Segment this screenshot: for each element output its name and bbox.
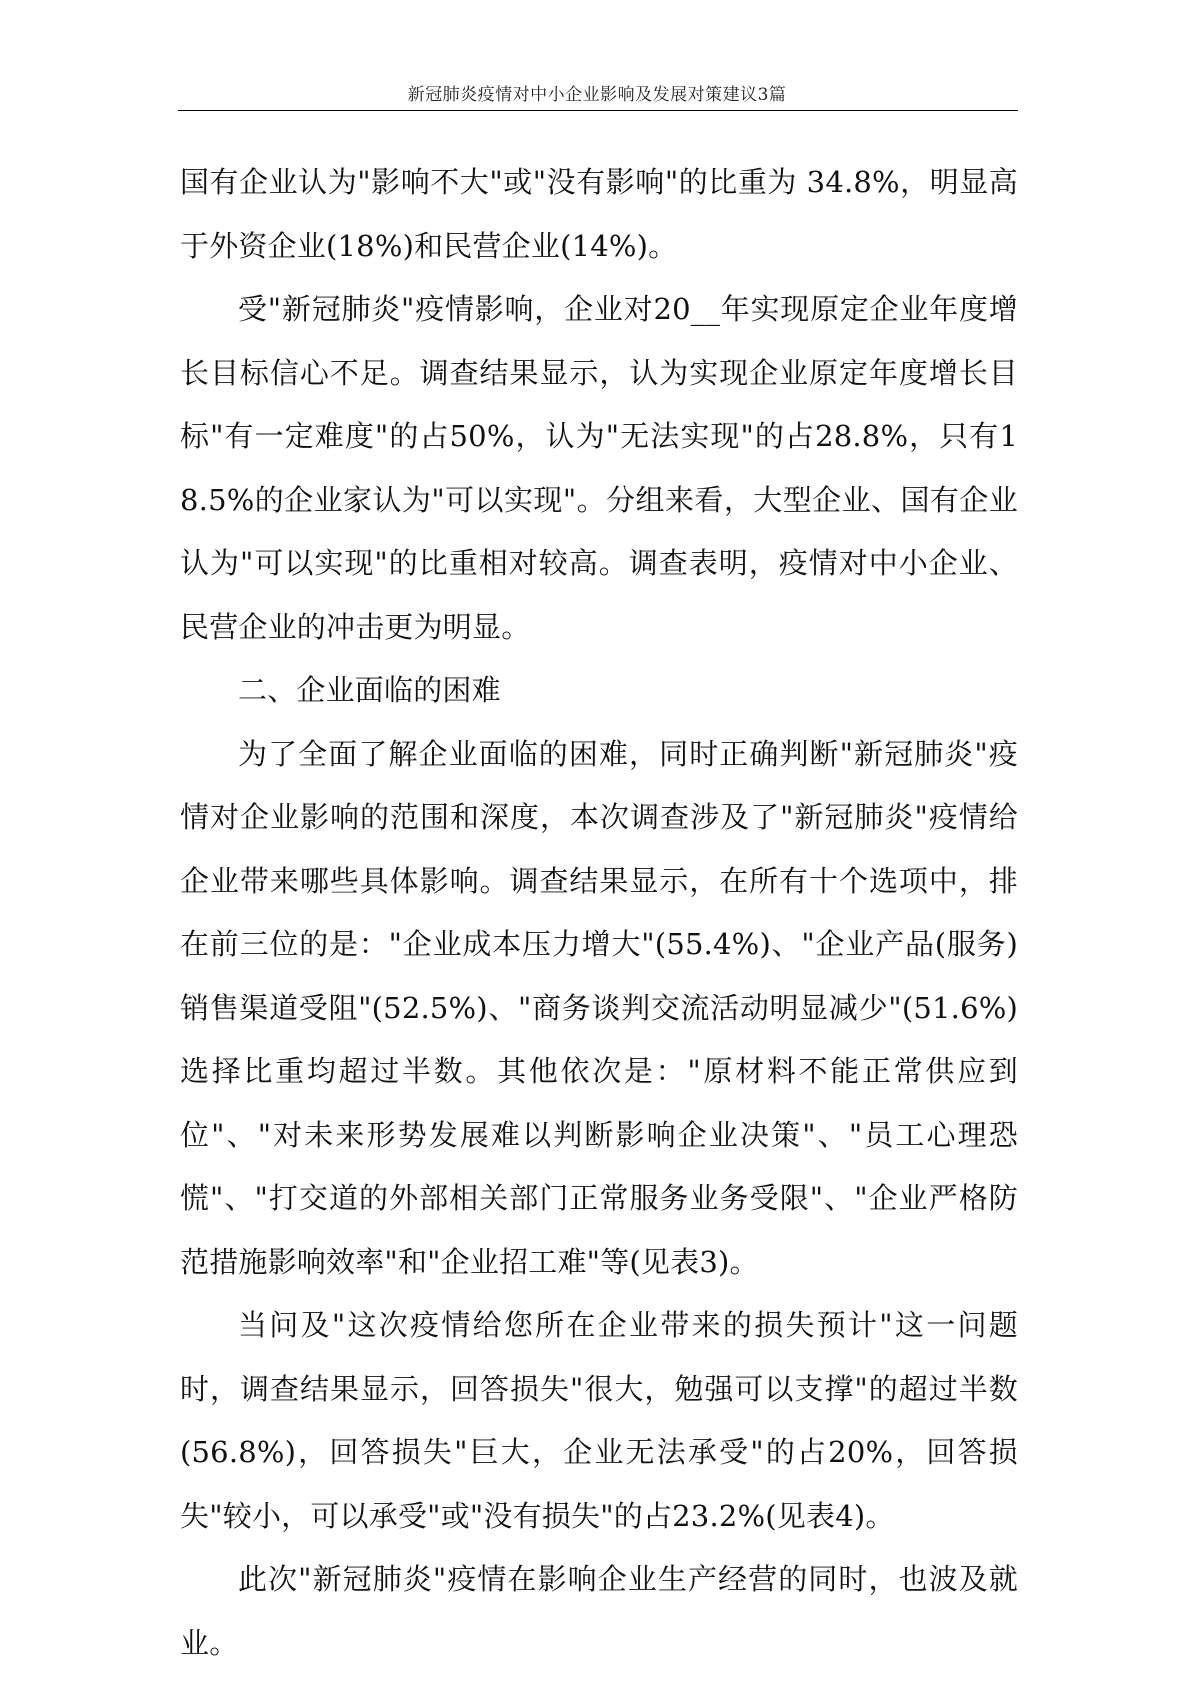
paragraph-ownership-impact: 国有企业认为"影响不大"或"没有影响"的比重为 34.8%，明显高于外资企业(18%)和民营企业(14%)。 [180,165,1018,263]
section-heading-difficulties: 二、企业面临的困难 [238,673,501,707]
paragraph-employment: 此次"新冠肺炎"疫情在影响企业生产经营的同时，也波及就业。 [180,1562,1018,1660]
paragraph-growth-confidence: 受"新冠肺炎"疫情影响，企业对20__年实现原定企业年度增长目标信心不足。调查结果显示，认为实现企业原定年度增长目标"有一定难度"的占50%，认为"无法实现"的占28.8%，只有18.5%的企业家认为"可以实现"。分组来看，大型企业、国有企业认为"可以实现"的比重相对较高。调查表明，疫情对中小企业、民营企业的冲击更为明显。 [180,292,1018,644]
header-divider [178,110,1018,111]
paragraph-specific-impacts: 为了全面了解企业面临的困难，同时正确判断"新冠肺炎"疫情对企业影响的范围和深度，本次调查涉及了"新冠肺炎"疫情给企业带来哪些具体影响。调查结果显示，在所有十个选项中，排在前三位的是："企业成本压力增大"(55.4%)、"企业产品(服务)销售渠道受阻"(52.5%)、"商务谈判交流活动明显减少"(51.6%) 选择比重均超过半数。其他依次是："原材料不能正常供应到位"、"对未来形势发展难以判断影响企业决策"、"员工心理恐慌"、"打交道的外部相关部门正常服务业务受限"、"企业严格防范措施影响效率"和"企业招工难"等(见表3)。 [180,736,1018,1279]
document-body [180,151,1018,1675]
page-header: 新冠肺炎疫情对中小企业影响及发展对策建议3篇 [407,85,787,105]
paragraph-loss-estimates: 当问及"这次疫情给您所在企业带来的损失预计"这一问题时，调查结果显示，回答损失"很大，勉强可以支撑"的超过半数(56.8%)，回答损失"巨大，企业无法承受"的占20%，回答损失"较小，可以承受"或"没有损失"的占23.2%(见表4)。 [180,1308,1018,1533]
